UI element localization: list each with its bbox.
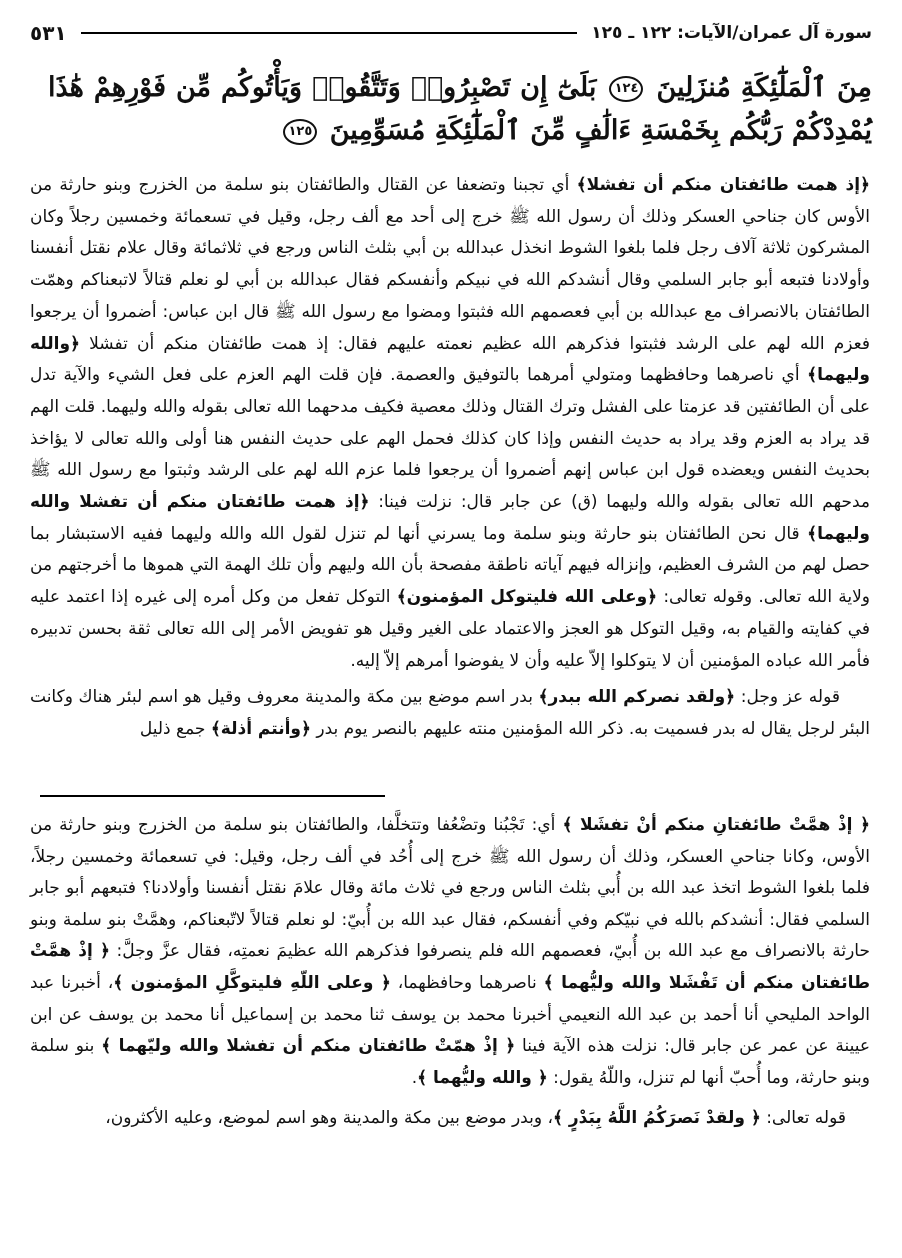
paragraph-text: أي: تَجْبُنا وتضْعُفا وتتخلَّفا، والطائفتان بنو سلمة من الخزرج وبنو حارثة من الأوس، وكانا جناحي العسكر، وذلك أن رسول الله ﷺ خرج إلى أُحُد في ألف رجل، وقيل: في تسعمائة وخمسين رجلاً، فلما بلغوا الشوط اتخذ عبد الله بن أُبي بثلث الناس ورجع في ثلاث مائة وقال علامَ نقتل أنفسنا وأولادنا؟ فتبعهم أبو جابر السلمي فقال: أنشدكم بالله في نبيّكم وفي أنفسكم، فقال عبد الله بن أُبيّ: لو نعلم قتالاً لاتّبعناكم، وهمَّتْ بنو سلمة وبنو حارثة بالانصراف مع عبد الله بن أُبيّ، فعصمهم الله فلم ينصرفوا فذكرهم الله عظيمَ نعمتِه، فقال عزَّ وجلَّ: <box>30 815 870 962</box>
quran-quote: ﴿وأنتم أذلة﴾ <box>210 718 311 739</box>
paragraph-text: ، وبدر موضع بين مكة والمدينة وهو اسم لموضع، وعليه الأكثرون، <box>105 1108 553 1129</box>
quran-quote: ﴿ إذْ همّتْ طائفتان منكم أن تفشلا والله وليّهما ﴾ <box>101 1036 516 1057</box>
paragraph-text: التوكل تفعل من وكل أمره إلى غيره إذا اعتمد عليه في كفايته والقيام به، وقيل التوكل هو العجز والاعتماد على الغير وقيل هو تفويض الأمر إلى الله تعالى ثقة بحسن تدبيره فأمر الله عباده المؤمنين أن لا يتوكلوا إلاّ عليه وأن لا يفوضوا أمرهم إلاّ إليه. <box>30 587 870 671</box>
tafsir-main-text <box>30 170 870 746</box>
paragraph <box>30 1103 870 1135</box>
header-rule <box>81 32 578 34</box>
paragraph <box>30 682 870 745</box>
paragraph-text: قوله عز وجل: <box>735 687 841 708</box>
paragraph-text: قال نحن الطائفتان بنو حارثة وبنو سلمة وما يسرني أنها لم تنزل لقول الله والله وليهما ففيه الاستبشار بما حصل لهم من الشرف العظيم، وإنزاله فيهم آياته ناطقة مفصحة بأن الله وليهم وأن تلك الهمة التي هموها ما أخرجتهم من ولاية الله تعالى. وقوله تعالى: <box>30 523 870 608</box>
paragraph-text: أي ناصرهما وحافظهما ومتولي أمرهما بالتوفيق والعصمة. فإن قلت الهم العزم على فعل الشيء والآية تدل على أن الطائفتين قد عزمتا على الفشل وترك القتال وذلك معصية فكيف مدحهما الله تعالى بقوله والله وليهما. قلت الهم قد يراد به العزم وقد يراد به حديث النفس وإذا كان كذلك فحمل الهم على حديث النفس هنا أولى والله تعالى لا يؤاخذ بحديث النفس ويعضده قول ابن عباس إنهم أضمروا أن يرجعوا فلما عزم الله لهم على الرشد وثبتوا مع رسول الله ﷺ مدحهم الله تعالى بقوله والله وليهما (ق) عن جابر قال: نزلت فينا: <box>30 365 870 513</box>
quran-quote: ﴿ ولقدْ نَصرَكُمُ اللَّهُ بِبَدْرٍ ﴾ <box>552 1108 761 1129</box>
paragraph-text: قوله تعالى: <box>760 1108 846 1129</box>
quran-quote: ﴿ والله وليُّهما ﴾ <box>417 1067 548 1088</box>
running-title: سورة آل عمران/الآيات: ١٢٢ ـ ١٢٥ <box>591 23 872 43</box>
verse-number-marker: ١٢٤ <box>609 76 643 102</box>
quran-quote: ﴿ولقد نصركم الله ببدر﴾ <box>538 687 736 708</box>
quran-quote: ﴿ وعلى اللّهِ فليتوكَّلِ المؤمنون ﴾ <box>113 972 391 993</box>
commentary-text <box>30 810 870 1135</box>
paragraph-text: بنو سلمة وبنو حارثة، وما أُحبّ أنها لم تنزل، واللّهُ يقول: <box>30 1036 870 1088</box>
verse-text: مِنَ ٱلْمَلَٰٓئِكَةِ مُنزَلِينَ <box>656 72 872 103</box>
paragraph-text: أي تجبنا وتضعفا عن القتال والطائفتان بنو سلمة من الخزرج وبنو حارثة من الأوس كان جناحي العسكر وذلك أن رسول الله ﷺ خرج إلى أحد مع ألف رجل، وقيل في تسعمائة وخمسين رجلاً وكان المشركون ثلاثة آلاف رجل فلما بلغوا الشوط انخذل عبدالله بن أبي بثلث الناس ورجع في ثلاثمائة وقال علام نقتل أنفسنا وأولادنا فتبعه أبو جابر السلمي وقال أنشدكم الله في نبيكم وأنفسكم فقال عبدالله بن أبي لو نعلم قتالاً لاتبعناكم وهمّت الطائفتان بالانصراف مع عبدالله بن أبي فعصمهم الله فثبتوا ومضوا مع رسول الله ﷺ قال ابن عباس: أضمروا أن يرجعوا فعزم الله لهم على الرشد فثبتوا فذكرهم الله عظيم نعمته عليهم فقال: إذ همت طائفتان منكم أن تفشلا <box>30 175 870 354</box>
page-header <box>30 16 872 50</box>
paragraph-text: ناصرهما وحافظهما، <box>390 972 544 993</box>
quran-quote: ﴿إذ همت طائفتان منكم أن تفشلا والله وليهما﴾ <box>30 492 870 544</box>
page-number: ٥٣١ <box>30 21 67 45</box>
quran-quote: ﴿ إذْ همَّتْ طائفتان منكم أن تَفْشَلا والله وليُّهما ﴾ <box>30 941 870 993</box>
footnote-divider <box>40 795 385 797</box>
quran-quote: ﴿والله وليهما﴾ <box>30 333 870 386</box>
quran-quote: ﴿إذ همت طائفتان منكم أن تفشلا﴾ <box>576 175 870 195</box>
paragraph-text: ، أخبرنا عبد الواحد المليحي أنا أحمد بن عبد الله النعيمي أخبرنا محمد بن يوسف ثنا محمد بن إسماعيل أنا محمد بن يوسف عن ابن عيينة عن عمر عن جابر قال: نزلت هذه الآية فينا <box>30 972 871 1057</box>
verse-number-marker: ١٢٥ <box>283 119 317 145</box>
paragraph-text: . <box>411 1067 418 1088</box>
paragraph-text: جمع ذليل <box>139 718 211 739</box>
quran-quote: ﴿وعلى الله فليتوكل المؤمنون﴾ <box>396 587 658 608</box>
quran-verses <box>48 66 872 152</box>
paragraph <box>30 810 870 1094</box>
quran-quote: ﴿ إذْ همَّتْ طائفتانِ منكم أنْ تفشَلا ﴾ <box>562 815 870 835</box>
paragraph-text: بدر اسم موضع بين مكة والمدينة معروف وقيل هو اسم لبئر هناك وكانت البئر لرجل يقال له بدر فسميت به. ذكر الله المؤمنين منته عليهم بالنصر يوم بدر <box>30 687 870 739</box>
verse-text: بَلَىٰٓ إِن تَصْبِرُوا۟ وَتَتَّقُوا۟ وَيَأْتُوكُم مِّن فَوْرِهِمْ هَٰذَا يُمْدِدْكُمْ رَبُّكُم بِخَمْسَةِ ءَالَٰفٍ مِّنَ ٱلْمَلَٰٓئِكَةِ مُسَوِّمِينَ <box>48 72 872 146</box>
paragraph <box>30 170 870 677</box>
